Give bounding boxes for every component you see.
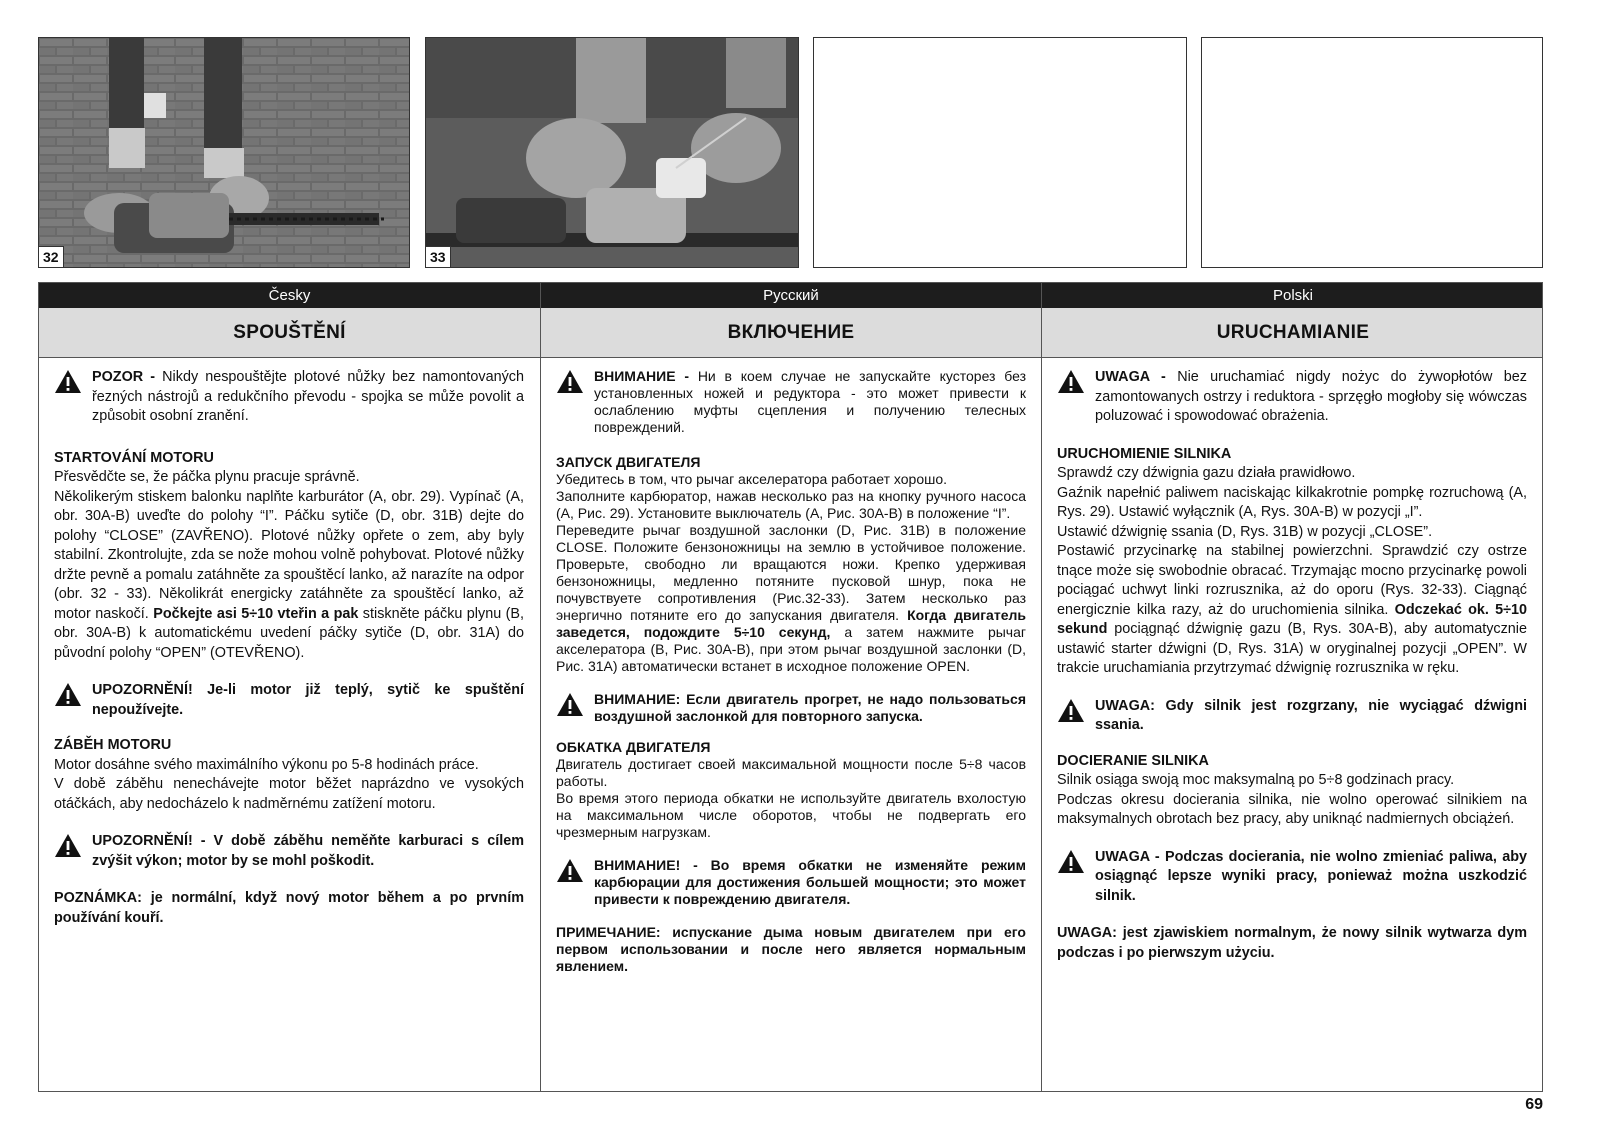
section-title-russian: ВКЛЮЧЕНИЕ xyxy=(727,322,855,343)
language-bar xyxy=(39,283,1542,308)
warning-block xyxy=(1057,848,1527,907)
warning-label: ВНИМАНИЕ - xyxy=(594,368,690,384)
figure-row xyxy=(38,37,1543,268)
column-divider xyxy=(540,283,541,1091)
column-polish xyxy=(1057,368,1527,963)
warning-block xyxy=(556,691,1026,725)
photo-starting-hedge-trimmer-ground xyxy=(39,38,410,268)
warning-text: ВНИМАНИЕ: Если двигатель прогрет, не надо пользоваться воздушной заслонкой для повторного запуска. xyxy=(594,691,1026,724)
section-title-polish: URUCHAMIANIE xyxy=(1216,322,1370,343)
instructions-table xyxy=(38,282,1543,1092)
empty-figure-frame xyxy=(1201,37,1543,268)
paragraph: Přesvědčte se, že páčka plynu pracuje správně. xyxy=(54,469,360,485)
warning-text: Nikdy nespouštějte plotové nůžky bez namontovaných řezných nástrojů a redukčního převodu - spojka se může povolit a způsobit osobní zranění. xyxy=(92,369,524,424)
section-title-bar xyxy=(39,308,1542,358)
paragraph xyxy=(54,488,524,664)
warning-triangle-icon xyxy=(556,858,584,883)
language-label-russian: Русский xyxy=(763,287,819,304)
warning-triangle-icon xyxy=(556,692,584,717)
column-russian xyxy=(556,368,1026,975)
paragraph-text: Postawić przycinarkę na stabilnej powierzchni. Sprawdzić czy ostrze tnące może się swobodnie obracać. Trzymając mocno przycinarkę powoli pociągać uchwyt linki rozrusznika, aż do oporu (Rys. 32-33). Ciągnąć energicznie kilka razy, aż do uruchomienia silnika. xyxy=(1057,543,1527,618)
note: ПРИМЕЧАНИЕ: испускание дыма новым двигателем при его первом использовании и после него является нормальным явлением. xyxy=(556,924,1026,974)
section-heading: DOCIERANIE SILNIKA xyxy=(1057,752,1209,769)
paragraph: Silnik osiąga swoją moc maksymalną po 5÷8 godzinach pracy. xyxy=(1057,772,1455,788)
paragraph: Двигатель достигает своей максимальной мощности после 5÷8 часов работы. xyxy=(556,756,1026,789)
warning-block xyxy=(1057,697,1527,736)
paragraph-text: Několikerým stiskem balonku naplňte karburátor (A, obr. 29). Vypínač (A, obr. 30A-B) uveďte do polohy “I”. Páčku sytiče (D, obr. 31B) dejte do polohy “CLOSE” (ZAVŘENO). Plotové nůžky opřete o zem, aby byly stabilní. Zkontrolujte, zda se nože mohou volně pohybovat. Plotové nůžky držte pevně a pomalu zatáhněte za spouštěcí lanko, až narazíte na odpor (obr. 32 - 33). Několikrát energicky zatáhněte za spouštěcí lanko, až motor naskočí. xyxy=(54,488,524,622)
warning-text: Nie uruchamiać nigdy nożyc do żywopłotów bez zamontowanych ostrzy i reduktora - sprzęgło mogłoby się wówczas poluzować i spowodować obrażenia. xyxy=(1095,369,1528,424)
section-heading: ОБКАТКА ДВИГАТЕЛЯ xyxy=(556,739,711,755)
warning-block xyxy=(556,368,1026,436)
paragraph: Во время этого периода обкатки не используйте двигатель вхолостую на максимальном числе оборотов, чтобы не подвергать его чрезмерным нагрузкам. xyxy=(556,790,1026,840)
figure-32-photo xyxy=(38,37,410,268)
paragraph-text: Переведите рычаг воздушной заслонки (D, Рис. 31B) в положение CLOSE. Положите бензоножницы на землю в устойчивое положение. Проверьте, свободно ли вращаются ножи. Крепко удерживая бензоножницы, медленно потяните пусковой шнур, пока не почувствуете сопротивления (Рис.32-33). Затем несколько раз энергично потяните его до запускания двигателя. xyxy=(556,522,1026,623)
empty-figure-frame xyxy=(813,37,1187,268)
warning-triangle-icon xyxy=(1057,369,1085,394)
warning-triangle-icon xyxy=(54,833,82,858)
warning-triangle-icon xyxy=(54,682,82,707)
section-title-czech: SPOUŠTĚNÍ xyxy=(233,322,346,343)
warning-triangle-icon xyxy=(1057,849,1085,874)
warning-text: UPOZORNĚNÍ! - V době záběhu neměňte karburaci s cílem zvýšit výkon; motor by se mohl poškodit. xyxy=(92,833,524,869)
language-label-czech: Česky xyxy=(268,287,311,304)
warning-triangle-icon xyxy=(556,369,584,394)
paragraph-text: stiskněte páčku plynu (B, obr. 30A-B) k automatickému uvedení páčky sytiče (D, obr. 31A) do původní polohy “OPEN” (OTEVŘENO). xyxy=(54,605,525,661)
warning-text: ВНИМАНИЕ! - Во время обкатки не изменяйте режим карбюрации для достижения большей мощности; это может привести к повреждению двигателя. xyxy=(594,857,1026,907)
warning-block xyxy=(556,857,1026,908)
warning-text: UPOZORNĚNÍ! Je-li motor již teplý, sytič ke spuštění nepoužívejte. xyxy=(92,682,524,718)
paragraph-emphasis: Когда двигатель заведется, подождите 5÷10 секунд, xyxy=(556,607,1026,640)
paragraph: Gaźnik napełnić paliwem naciskając kilkakrotnie pompkę rozruchową (A, Rys. 29). Ustawić wyłącznik (A, Rys. 30A-B) w pozycji „I”. xyxy=(1057,484,1527,520)
warning-label: UWAGA - xyxy=(1095,369,1166,385)
section-heading: ЗАПУСК ДВИГАТЕЛЯ xyxy=(556,454,701,470)
paragraph xyxy=(1057,542,1527,679)
warning-block xyxy=(54,832,524,871)
photo-pulling-starter-cord xyxy=(426,38,799,268)
warning-triangle-icon xyxy=(1057,698,1085,723)
warning-text: UWAGA - Podczas docierania, nie wolno zmieniać paliwa, aby osiągnąć lepsze wyniki pracy, ponieważ można uszkodzić silnik. xyxy=(1095,848,1527,904)
figure-number: 32 xyxy=(39,246,64,267)
warning-block xyxy=(54,368,524,427)
paragraph: Motor dosáhne svého maximálního výkonu po 5-8 hodinách práce. xyxy=(54,756,479,773)
figure-number: 33 xyxy=(426,246,451,267)
section-heading: ZÁBĚH MOTORU xyxy=(54,737,172,753)
column-divider xyxy=(1041,283,1042,1091)
page-number: 69 xyxy=(1525,1096,1543,1113)
note: POZNÁMKA: je normální, když nový motor během a po prvním používání kouří. xyxy=(54,890,524,926)
paragraph: V době záběhu nenechávejte motor běžet naprázdno ve vysokých otáčkách, aby nedocházelo k nadměrnému zatížení motoru. xyxy=(54,776,524,812)
figure-33-photo xyxy=(425,37,799,268)
section-heading: STARTOVÁNÍ MOTORU xyxy=(54,449,214,466)
paragraph-emphasis: Odczekać ok. 5÷10 sekund xyxy=(1057,601,1527,637)
warning-text: Ни в коем случае не запускайте кусторез без установленных ножей и редуктора - это может привести к ослаблению муфты сцепления и получению телесных повреждений. xyxy=(594,368,1027,435)
column-czech xyxy=(54,368,524,928)
paragraph: Podczas okresu docierania silnika, nie wolno operować silnikiem na maksymalnych obrotach bez pracy, aby uniknąć nadmiernych obciążeń. xyxy=(1057,791,1527,827)
paragraph: Sprawdź czy dźwignia gazu działa prawidłowo. xyxy=(1057,465,1356,481)
paragraph: Ustawić dźwignię ssania (D, Rys. 31B) w pozycji „CLOSE”. xyxy=(1057,523,1433,540)
warning-block xyxy=(54,681,524,720)
paragraph: Убедитесь в том, что рычаг акселератора работает хорошо. xyxy=(556,471,948,487)
paragraph-text: pociągnąć dźwignię gazu (B, Rys. 30A-B), aby automatycznie ustawić starter dźwigni (D, Rys. 31A) w oryginalnej pozycji „OPEN”. W trakcie uruchamiania przytrzymać dźwignię rozrusznika w ręku. xyxy=(1057,621,1527,676)
paragraph-emphasis: Počkejte asi 5÷10 vteřin a pak xyxy=(153,605,359,622)
warning-block xyxy=(1057,368,1527,427)
warning-text: UWAGA: Gdy silnik jest rozgrzany, nie wyciągać dźwigni ssania. xyxy=(1095,697,1527,733)
warning-triangle-icon xyxy=(54,369,82,394)
paragraph xyxy=(556,522,1026,675)
language-label-polish: Polski xyxy=(1272,287,1313,304)
note: UWAGA: jest zjawiskiem normalnym, że nowy silnik wytwarza dym podczas i po pierwszym użyciu. xyxy=(1057,925,1527,961)
section-heading: URUCHOMIENIE SILNIKA xyxy=(1057,445,1232,462)
paragraph: Заполните карбюратор, нажав несколько раз на кнопку ручного насоса (A, Рис. 29). Установите выключатель (A, Рис. 30A-B) в положение “I”. xyxy=(556,488,1026,521)
paragraph-text: а затем нажмите рычаг акселератора (B, Рис. 30A-B), при этом рычаг воздушной заслонки (D, Рис. 31A) автоматически встанет в исходное положение OPEN. xyxy=(556,624,1026,674)
warning-label: POZOR - xyxy=(92,369,156,385)
